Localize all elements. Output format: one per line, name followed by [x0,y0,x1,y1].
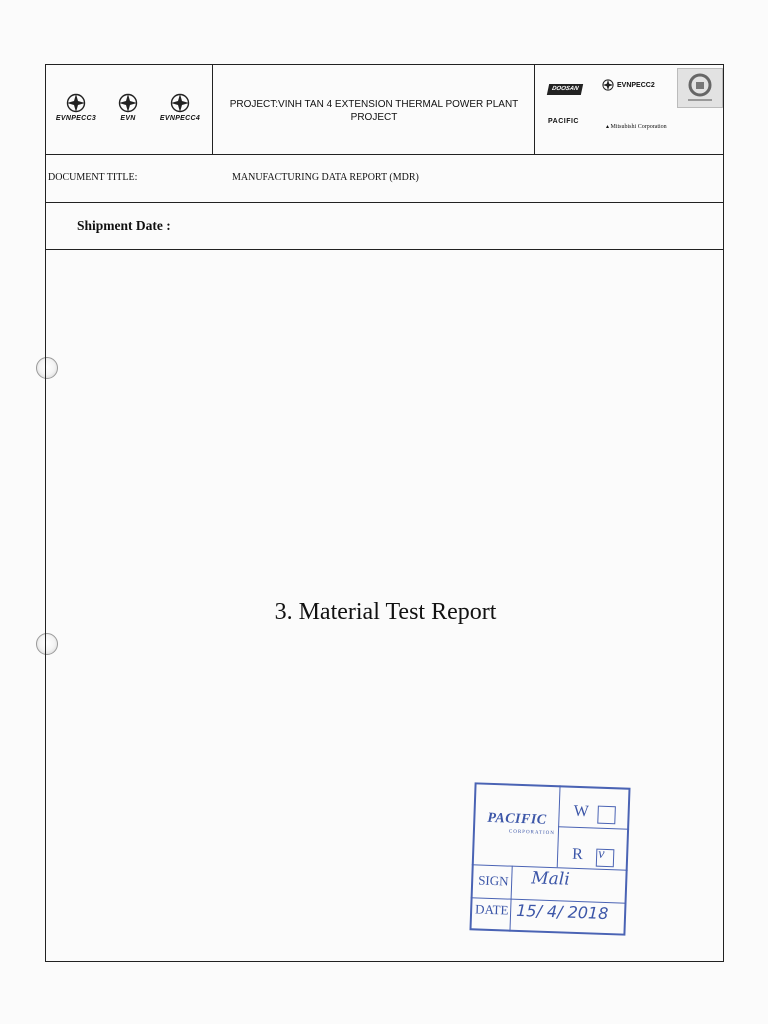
title-bottom-rule [46,202,723,203]
logo-pacific: PACIFIC [548,118,579,125]
section-heading: 3. Material Test Report [274,599,497,625]
project-title-line2: PROJECT [350,112,398,123]
evn-star-icon [602,79,614,91]
header-bottom-rule [46,154,723,155]
logo-label: EVNPECC4 [159,115,201,122]
logo-label: EVNPECC2 [617,81,655,89]
stamp-r-checkmark: v [597,846,605,862]
stamp-w-checkbox [597,806,616,825]
shipment-date-label: Shipment Date : [77,218,171,233]
header-divider-left [212,65,213,154]
stamp-signature: Mali [530,868,571,890]
stamp-company-sub: CORPORATION [508,829,555,837]
stamp-date-value: 15/ 4/ 2018 [515,900,609,924]
stamp-date-label: DATE [474,901,509,918]
logo-mitsubishi [606,123,667,130]
evn-star-icon [118,93,138,113]
certification-badge-icon [677,68,723,108]
logo-doosan: DOOSAN [547,84,583,95]
document-title-value: MANUFACTURING DATA REPORT (MDR) [232,172,419,183]
left-logo-group [50,93,208,133]
evn-star-icon [170,93,190,113]
logo-evnpecc3 [50,93,102,122]
shipment-bottom-rule [46,249,723,250]
logo-label: EVNPECC3 [55,115,97,122]
logo-evn [102,93,154,122]
inspection-stamp [469,782,630,935]
project-title [214,98,534,124]
logo-evnpecc4 [154,93,206,122]
evn-star-icon [66,93,86,113]
logo-label: Mitsubishi Corporation [610,124,667,130]
document-title-label: DOCUMENT TITLE: [48,172,138,183]
logo-label: EVN [120,115,136,122]
stamp-sign-label: SIGN [477,872,509,889]
project-title-line1: PROJECT:VINH TAN 4 EXTENSION THERMAL POWER PLANT [229,99,519,110]
stamp-w-label: W [573,802,590,821]
right-logo-group [534,65,725,154]
logo-evnpecc2 [602,79,655,91]
mitsubishi-diamond-icon: ▴ [606,124,611,130]
stamp-company-logo: PACIFIC [487,810,547,828]
stamp-r-label: R [571,845,584,864]
